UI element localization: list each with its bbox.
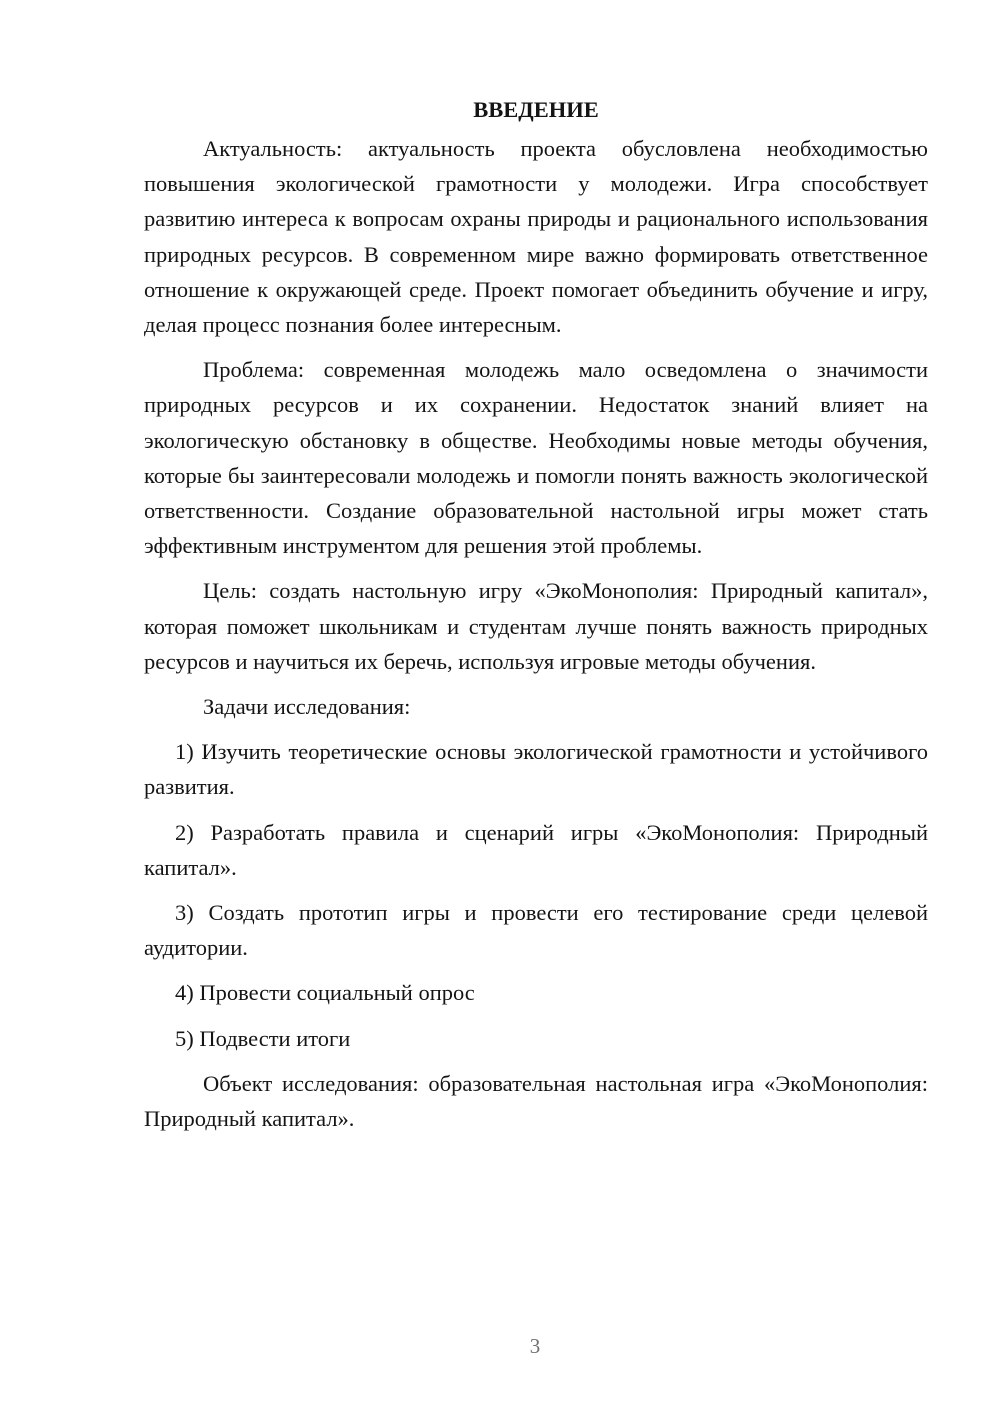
page-number: 3 — [529, 1334, 541, 1358]
task-item-1: 1) Изучить теоретические основы экологической грамотности и устойчивого развития. — [144, 739, 928, 800]
document-page — [144, 92, 928, 1146]
task-item-5: 5) Подвести итоги — [175, 1025, 351, 1051]
tasks-heading: Задачи исследования: — [203, 694, 411, 720]
problem-paragraph: Проблема: современная молодежь мало осведомлена о значимости природных ресурсов и их сохранении. Недостаток знаний влияет на экологическую обстановку в обществе. Необходимы новые методы обучения, которые бы заинтересовали молодежь и помогли понять важность экологической ответственности. Создание образовательной настольной игры может стать эффективным инструментом для решения этой проблемы. — [144, 357, 928, 559]
relevance-paragraph: Актуальность: актуальность проекта обусловлена необходимостью повышения экологической грамотности у молодежи. Игра способствует развитию интереса к вопросам охраны природы и рационального использования природных ресурсов. В современном мире важно формировать ответственное отношение к окружающей среде. Проект помогает объединить обучение и игру, делая процесс познания более интересным. — [144, 136, 928, 338]
task-item-4: 4) Провести социальный опрос — [175, 980, 475, 1006]
object-paragraph: Объект исследования: образовательная настольная игра «ЭкоМонополия: Природный капитал». — [144, 1070, 928, 1132]
goal-paragraph: Цель: создать настольную игру «ЭкоМонополия: Природный капитал», которая поможет школьникам и студентам лучше понять важность природных ресурсов и научиться их беречь, используя игровые методы обучения. — [144, 578, 928, 674]
page-title: ВВЕДЕНИЕ — [473, 97, 599, 122]
task-item-3: 3) Создать прототип игры и провести его тестирование среди целевой аудитории. — [144, 900, 928, 961]
task-item-2: 2) Разработать правила и сценарий игры «ЭкоМонополия: Природный капитал». — [144, 819, 928, 880]
